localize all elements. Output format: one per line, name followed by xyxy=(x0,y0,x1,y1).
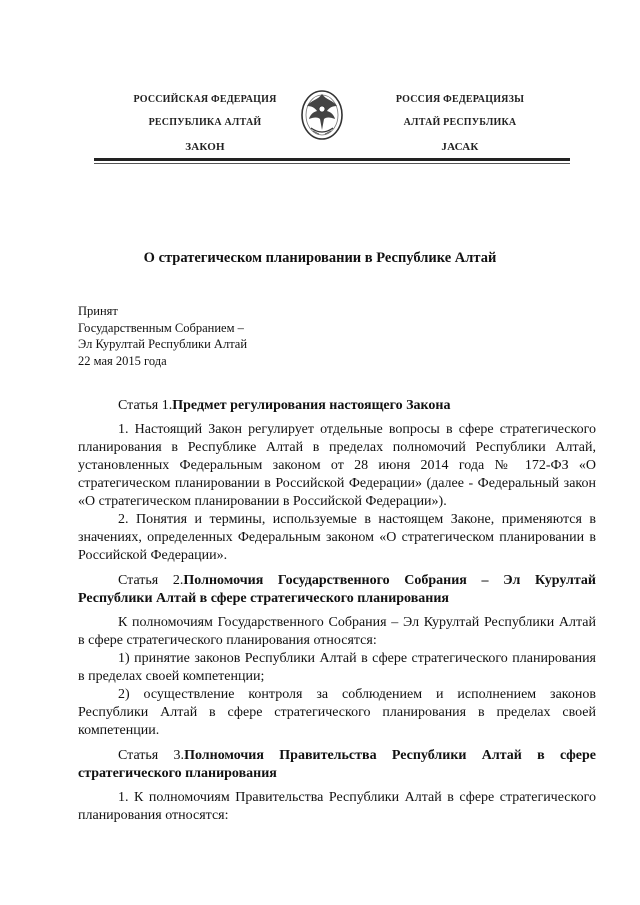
adoption-line-3: Эл Курултай Республики Алтай xyxy=(78,337,248,351)
header-left-law: ЗАКОН xyxy=(185,141,225,153)
adoption-line-2: Государственным Собранием – xyxy=(78,320,244,335)
paragraph: 2) осуществление контроля за соблюдением и исполнением законов Республики Алтай в сфере стратегического планирования в пределах своей компетенции. xyxy=(78,687,596,738)
adoption-date: 22 мая 2015 года xyxy=(78,353,167,368)
article-heading xyxy=(78,572,596,608)
adoption-block xyxy=(78,303,247,369)
article-title: Предмет регулирования настоящего Закона xyxy=(172,398,451,413)
article-title: Полномочия Правительства Республики Алтай в сфере стратегического планирования xyxy=(78,748,596,781)
header-divider-thin xyxy=(94,163,570,164)
article-heading xyxy=(78,397,596,415)
paragraph: К полномочиям Государственного Собрания – Эл Курултай Республики Алтай в сфере стратегического планирования относятся: xyxy=(78,615,596,648)
header-divider xyxy=(94,158,570,161)
header-right xyxy=(360,88,560,159)
article-number: Статья 2. xyxy=(118,573,184,588)
header-right-country: РОССИЯ ФЕДЕРАЦИЯЗЫ xyxy=(395,94,525,105)
law-body xyxy=(78,397,596,825)
adoption-line-1: Принят xyxy=(78,304,118,318)
header-right-republic: АЛТАЙ РЕСПУБЛИКА xyxy=(403,117,517,128)
paragraph: 1) принятие законов Республики Алтай в сфере стратегического планирования в пределах своей компетенции; xyxy=(78,651,596,684)
header-left xyxy=(100,88,310,159)
article-title: Полномочия Государственного Собрания – Эл Курултай Республики Алтай в сфере стратегического планирования xyxy=(78,573,596,606)
paragraph: 2. Понятия и термины, используемые в настоящем Законе, применяются в значениях, определенных Федеральным законом «О стратегическом планировании в Российской Федерации». xyxy=(78,512,596,563)
header-left-country: РОССИЙСКАЯ ФЕДЕРАЦИЯ xyxy=(133,94,277,105)
coat-of-arms-icon xyxy=(299,84,345,142)
law-title: О стратегическом планировании в Республике Алтай xyxy=(143,250,497,266)
paragraph: 1. К полномочиям Правительства Республики Алтай в сфере стратегического планирования относятся: xyxy=(78,790,596,823)
article-number: Статья 3. xyxy=(118,748,185,763)
paragraph: 1. Настоящий Закон регулирует отдельные вопросы в сфере стратегического планирования в Республике Алтай в пределах полномочий Республики Алтай, установленных Федеральным законом от 28 июня 2014 года № 172-ФЗ «О стратегическом планировании в Российской Федерации» (далее - Федеральный закон «О стратегическом планировании в Российской Федерации»). xyxy=(78,422,596,509)
header-left-republic: РЕСПУБЛИКА АЛТАЙ xyxy=(148,117,262,128)
article-number: Статья 1. xyxy=(118,398,173,413)
article-heading xyxy=(78,747,596,783)
header-right-law: JАСАК xyxy=(441,141,479,153)
